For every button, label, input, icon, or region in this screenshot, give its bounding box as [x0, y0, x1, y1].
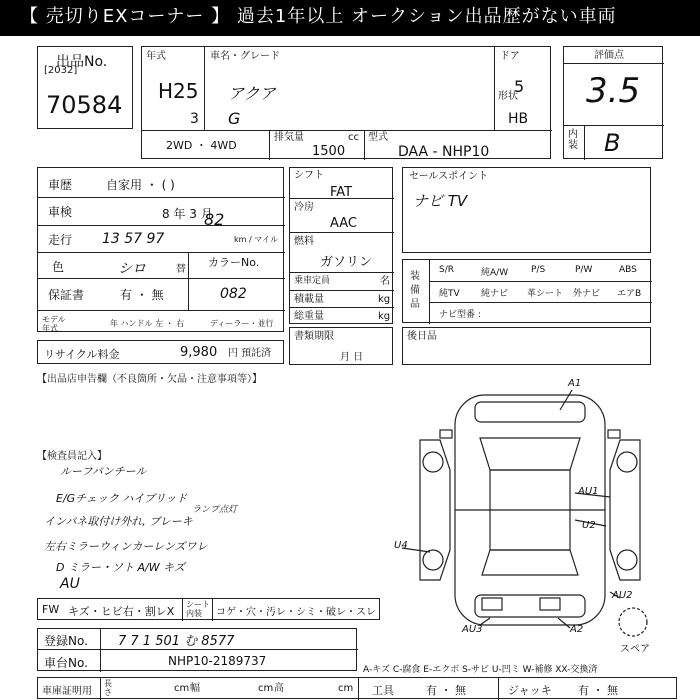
load-label: 積載量 — [294, 294, 324, 305]
score-value: 3.5 — [586, 71, 641, 111]
later-label: 後日品 — [407, 331, 437, 342]
model-name: アクア — [228, 84, 276, 103]
reki-label: 車歴 — [48, 178, 73, 192]
len-label: 長さ — [104, 679, 112, 697]
seat-value: コゲ・穴・汚レ・シミ・破レ・スレ — [216, 607, 376, 618]
disp-label: 排気量 — [274, 132, 304, 143]
header-title: 【 売切りEXコーナー 】 過去1年以上 オークション出品歴がない車両 — [20, 6, 617, 27]
shape-value: HB — [508, 111, 529, 127]
mark-a2: A2 — [570, 624, 584, 635]
kyori-unit: km / マイル — [234, 235, 279, 244]
fuel-value: ガソリン — [320, 255, 373, 270]
registration-label: 登録No. — [44, 634, 88, 648]
interior-value: B — [604, 129, 621, 157]
colorno-value: 082 — [220, 286, 247, 302]
ac-label: 冷房 — [294, 202, 314, 213]
kyori-note: 82 — [204, 210, 225, 229]
color-kae: 替 — [176, 264, 186, 275]
ac-value: AAC — [330, 216, 357, 231]
len-unit: cm — [174, 683, 190, 694]
rear-light-left — [482, 598, 502, 610]
lot-number: 70584 — [46, 91, 123, 119]
registration-box — [37, 628, 357, 671]
interior-label: 内装 — [568, 129, 578, 151]
rear-light-right — [540, 598, 560, 610]
docs-box — [289, 327, 393, 365]
navi-model-label: ナビ型番 : — [439, 310, 481, 320]
left-mirror — [440, 430, 452, 438]
equip-abs: ABS — [619, 265, 637, 275]
legend-text: A-キズ C-腐食 E-エクボ S-サビ U-凹ミ W-補修 XX-交換済 — [363, 665, 598, 675]
capacity-label: 乗車定員 — [294, 276, 331, 286]
defects-value: キズ・ヒビ右・割レX — [68, 605, 175, 618]
grade-value: G — [228, 109, 241, 128]
equip-ps: P/S — [531, 265, 546, 275]
hosho-value: 有 ・ 無 — [120, 288, 164, 302]
rear-bumper — [475, 595, 585, 617]
recycle-unit: 円 預託済 — [228, 348, 272, 359]
drive-box — [289, 167, 393, 324]
left-rear-wheel — [423, 550, 443, 570]
model-year-label: モデル年式 — [42, 315, 66, 333]
hei-label: 高 — [274, 683, 284, 694]
equip-extnavi: 外ナビ — [573, 289, 601, 299]
right-front-wheel — [617, 452, 637, 472]
kyori-label: 走行 — [48, 233, 73, 247]
color-value: シロ — [118, 261, 146, 277]
shaken-value: 8 年 3 月 — [162, 207, 213, 221]
defects-box — [37, 598, 380, 620]
windshield — [480, 438, 580, 470]
disp-unit: cc — [348, 132, 359, 143]
hei-unit: cm — [338, 683, 354, 694]
later-box — [402, 327, 651, 365]
lot-label: 出品No. — [56, 54, 108, 70]
equip-airbag: エアB — [617, 289, 642, 299]
jack-value: 有 ・ 無 — [578, 684, 618, 697]
dealer-label: ディーラー・並行 — [210, 319, 274, 328]
car-body-outline — [455, 395, 605, 625]
basic-info-box — [141, 46, 551, 159]
cert-label: 車庫証明用 — [42, 686, 92, 697]
spare-tire — [619, 608, 647, 636]
shape-label: 形状 — [498, 91, 518, 102]
chassis-label: 車台No. — [44, 656, 88, 670]
recycle-value: 9,980 — [180, 345, 218, 360]
year-value: H25 — [158, 79, 199, 103]
right-mirror — [608, 430, 620, 438]
shift-label: シフト — [294, 170, 324, 181]
mark-a1: A1 — [568, 378, 582, 389]
score-box — [563, 46, 663, 159]
reki-value: 自家用 ・ ( ) — [106, 178, 175, 192]
equipment-label: 装備品 — [410, 271, 420, 310]
type-label: 型式 — [368, 132, 388, 143]
inspector-line-2: E/Gチェック ハイブリッド — [56, 492, 188, 505]
mark-au3: AU3 — [462, 624, 483, 635]
rear-window — [482, 550, 578, 575]
year-label: 年式 — [146, 51, 166, 62]
inspector-line-5: D ミラー・ソト A/W キズ — [56, 561, 185, 574]
mark-u4: U4 — [394, 540, 408, 551]
wid-unit: cm — [258, 683, 274, 694]
load-unit: kg — [378, 294, 391, 305]
lot-box — [37, 46, 133, 129]
inspector-line-1: ルーフパンチール — [60, 465, 147, 478]
equip-sr: S/R — [439, 265, 454, 275]
docs-label: 書類期限 — [294, 331, 334, 342]
equip-navi: 純ナビ — [481, 289, 509, 299]
small-number: 3 — [190, 111, 199, 127]
right-side-panel — [610, 440, 640, 580]
defects-label: FW — [42, 603, 60, 616]
chassis-value: NHP10-2189737 — [168, 654, 267, 668]
type-value: DAA - NHP10 — [398, 144, 490, 160]
equip-tv: 純TV — [439, 289, 460, 299]
registration-value: 7 7 1 501 む 8577 — [118, 634, 235, 649]
model-year-tail: 年 ハンドル 左 ・ 右 — [110, 319, 185, 328]
shift-value: FAT — [330, 185, 353, 200]
disp-value: 1500 — [312, 144, 346, 159]
equipment-box — [402, 259, 651, 323]
inspector-label: 【検査員記入】 — [37, 451, 107, 462]
sales-label: セールスポイント — [409, 171, 489, 182]
sales-box — [402, 167, 651, 253]
roof — [490, 470, 570, 550]
color-label: 色 — [52, 260, 65, 274]
mark-au2: AU2 — [612, 590, 633, 601]
left-side-panel — [420, 440, 450, 580]
fuel-label: 燃料 — [294, 236, 314, 247]
colorno-label: カラーNo. — [208, 256, 260, 269]
seat-label: シート内装 — [186, 600, 210, 618]
inspector-line-3: インパネ取付け外れ, ブレーキ — [44, 515, 193, 528]
equip-pw: P/W — [575, 265, 593, 275]
equip-aw: 純A/W — [481, 268, 509, 278]
inspector-line-4: 左右ミラーウィンカーレンズワレ — [44, 540, 208, 553]
mark-au1: AU1 — [578, 486, 599, 497]
model-label: 車名・グレード — [210, 51, 280, 62]
tool-value: 有 ・ 無 — [426, 684, 466, 697]
sales-value: ナビ TV — [413, 192, 468, 210]
weight-unit: kg — [378, 311, 391, 322]
door-value: 5 — [514, 77, 525, 96]
right-rear-wheel — [617, 550, 637, 570]
spare-label: スペア — [620, 644, 650, 655]
capacity-unit: 名 — [380, 276, 390, 287]
equip-leather: 革シート — [527, 289, 564, 299]
left-front-wheel — [423, 452, 443, 472]
recycle-box — [37, 340, 284, 364]
lot-sub: [2032] — [44, 65, 78, 76]
docs-unit: 月 日 — [340, 352, 364, 363]
tool-label: 工具 — [372, 684, 394, 697]
weight-label: 総重量 — [294, 311, 324, 322]
shaken-label: 車検 — [48, 205, 73, 219]
kyori-value: 13 57 97 — [102, 231, 165, 247]
notes-heading: 【出品店申告欄（不良箇所・欠品・注意事項等）】 — [37, 374, 262, 385]
recycle-label: リサイクル料金 — [44, 348, 120, 361]
front-bumper — [475, 402, 585, 422]
wid-label: 幅 — [190, 683, 200, 694]
page-header — [0, 0, 700, 36]
footer-box — [37, 677, 677, 699]
history-box — [37, 167, 284, 332]
drive-label: 2WD ・ 4WD — [166, 139, 237, 152]
inspector-side-note: ランプ点灯 — [192, 505, 238, 515]
mark-u2: U2 — [582, 520, 596, 531]
door-label: ドア — [500, 51, 520, 62]
inspector-line-6: AU — [60, 576, 80, 592]
jack-label: ジャッキ — [508, 684, 552, 697]
hosho-label: 保証書 — [48, 288, 85, 302]
score-label: 評価点 — [594, 50, 624, 61]
